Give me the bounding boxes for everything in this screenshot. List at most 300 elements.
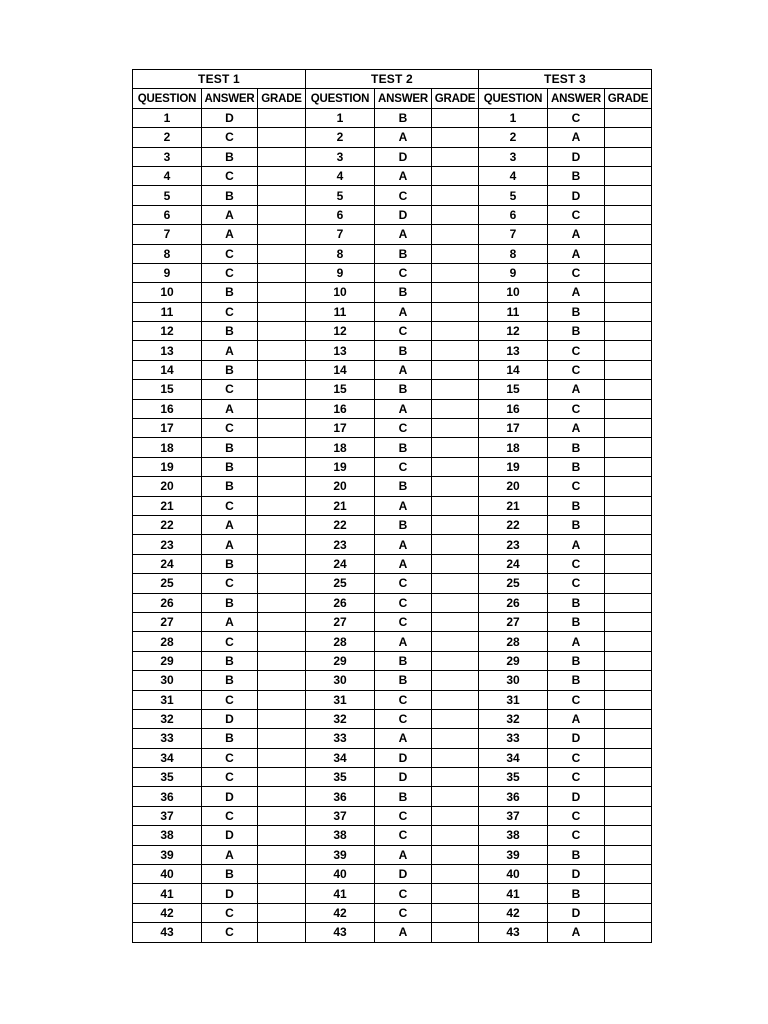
answer-cell: C bbox=[375, 457, 432, 476]
table-row bbox=[133, 554, 652, 573]
grade-cell[interactable] bbox=[432, 186, 479, 205]
answer-cell: C bbox=[202, 302, 258, 321]
answer-cell: B bbox=[548, 612, 605, 631]
grade-cell[interactable] bbox=[258, 903, 306, 922]
answer-cell: D bbox=[202, 108, 258, 127]
grade-cell[interactable] bbox=[432, 690, 479, 709]
answer-cell: C bbox=[375, 322, 432, 341]
grade-cell[interactable] bbox=[605, 302, 652, 321]
answer-cell: A bbox=[375, 845, 432, 864]
table-row bbox=[133, 709, 652, 728]
test-3-title: TEST 3 bbox=[479, 70, 652, 89]
question-number-cell: 5 bbox=[133, 186, 202, 205]
grade-cell[interactable] bbox=[605, 884, 652, 903]
grade-cell[interactable] bbox=[258, 244, 306, 263]
grade-cell[interactable] bbox=[432, 884, 479, 903]
grade-cell[interactable] bbox=[432, 360, 479, 379]
grade-cell[interactable] bbox=[432, 341, 479, 360]
question-number-cell: 16 bbox=[133, 399, 202, 418]
grade-cell[interactable] bbox=[432, 438, 479, 457]
question-number-cell: 24 bbox=[133, 554, 202, 573]
question-number-cell: 31 bbox=[479, 690, 548, 709]
table-row bbox=[133, 205, 652, 224]
table-row bbox=[133, 166, 652, 185]
table-row bbox=[133, 671, 652, 690]
grade-cell[interactable] bbox=[605, 283, 652, 302]
grade-cell[interactable] bbox=[258, 806, 306, 825]
grade-cell[interactable] bbox=[258, 108, 306, 127]
grade-cell[interactable] bbox=[258, 360, 306, 379]
question-number-cell: 37 bbox=[133, 806, 202, 825]
question-number-cell: 20 bbox=[306, 477, 375, 496]
grade-cell[interactable] bbox=[258, 341, 306, 360]
grade-cell[interactable] bbox=[258, 865, 306, 884]
grade-cell[interactable] bbox=[258, 535, 306, 554]
grade-cell[interactable] bbox=[605, 341, 652, 360]
table-row bbox=[133, 457, 652, 476]
answer-cell: B bbox=[375, 651, 432, 670]
question-number-cell: 35 bbox=[133, 768, 202, 787]
answer-cell: C bbox=[548, 108, 605, 127]
table-row bbox=[133, 845, 652, 864]
grade-cell[interactable] bbox=[432, 515, 479, 534]
grade-cell[interactable] bbox=[258, 322, 306, 341]
grade-cell[interactable] bbox=[258, 729, 306, 748]
answer-cell: A bbox=[202, 535, 258, 554]
answer-cell: B bbox=[375, 108, 432, 127]
answer-cell: A bbox=[548, 923, 605, 942]
grade-cell[interactable] bbox=[432, 671, 479, 690]
answer-cell: C bbox=[548, 360, 605, 379]
question-number-cell: 22 bbox=[133, 515, 202, 534]
grade-cell[interactable] bbox=[605, 768, 652, 787]
grade-cell[interactable] bbox=[605, 923, 652, 942]
question-number-cell: 7 bbox=[479, 225, 548, 244]
question-number-cell: 36 bbox=[306, 787, 375, 806]
question-number-cell: 15 bbox=[306, 380, 375, 399]
grade-cell[interactable] bbox=[605, 535, 652, 554]
grade-cell[interactable] bbox=[258, 166, 306, 185]
question-number-cell: 3 bbox=[133, 147, 202, 166]
question-number-cell: 10 bbox=[133, 283, 202, 302]
grade-cell[interactable] bbox=[258, 147, 306, 166]
question-number-cell: 24 bbox=[306, 554, 375, 573]
grade-cell[interactable] bbox=[258, 787, 306, 806]
table-row bbox=[133, 806, 652, 825]
grade-cell[interactable] bbox=[258, 302, 306, 321]
question-number-cell: 34 bbox=[306, 748, 375, 767]
grade-cell[interactable] bbox=[432, 729, 479, 748]
grade-cell[interactable] bbox=[258, 826, 306, 845]
grade-cell[interactable] bbox=[605, 671, 652, 690]
column-header-row bbox=[133, 89, 652, 108]
answer-cell: C bbox=[202, 768, 258, 787]
grade-cell[interactable] bbox=[258, 768, 306, 787]
grade-cell[interactable] bbox=[432, 806, 479, 825]
answer-cell: D bbox=[375, 865, 432, 884]
answer-cell: A bbox=[548, 632, 605, 651]
answer-cell: B bbox=[202, 322, 258, 341]
answer-cell: C bbox=[375, 263, 432, 282]
answer-cell: A bbox=[202, 205, 258, 224]
grade-cell[interactable] bbox=[605, 225, 652, 244]
answer-cell: C bbox=[375, 593, 432, 612]
question-number-cell: 41 bbox=[479, 884, 548, 903]
question-number-cell: 17 bbox=[133, 419, 202, 438]
grade-cell[interactable] bbox=[258, 496, 306, 515]
question-number-cell: 13 bbox=[479, 341, 548, 360]
grade-cell[interactable] bbox=[432, 593, 479, 612]
grade-cell[interactable] bbox=[258, 399, 306, 418]
answer-cell: C bbox=[202, 806, 258, 825]
question-number-cell: 37 bbox=[479, 806, 548, 825]
question-number-cell: 28 bbox=[479, 632, 548, 651]
answer-cell: C bbox=[548, 263, 605, 282]
grade-cell[interactable] bbox=[605, 709, 652, 728]
answer-cell: B bbox=[548, 845, 605, 864]
table-row bbox=[133, 535, 652, 554]
answer-cell: C bbox=[375, 690, 432, 709]
grade-cell[interactable] bbox=[605, 244, 652, 263]
grade-cell[interactable] bbox=[605, 147, 652, 166]
grade-cell[interactable] bbox=[258, 671, 306, 690]
grade-cell[interactable] bbox=[432, 166, 479, 185]
answer-cell: D bbox=[548, 186, 605, 205]
answer-cell: B bbox=[375, 787, 432, 806]
answer-cell: B bbox=[202, 457, 258, 476]
question-number-cell: 20 bbox=[479, 477, 548, 496]
answer-cell: C bbox=[202, 496, 258, 515]
grade-cell[interactable] bbox=[432, 768, 479, 787]
answer-cell: A bbox=[548, 283, 605, 302]
answer-cell: C bbox=[548, 554, 605, 573]
grade-cell[interactable] bbox=[605, 554, 652, 573]
table-row bbox=[133, 147, 652, 166]
answer-cell: A bbox=[548, 709, 605, 728]
answer-cell: B bbox=[548, 496, 605, 515]
grade-cell[interactable] bbox=[258, 884, 306, 903]
grade-cell[interactable] bbox=[605, 729, 652, 748]
table-row bbox=[133, 419, 652, 438]
grade-cell[interactable] bbox=[432, 612, 479, 631]
question-number-cell: 9 bbox=[479, 263, 548, 282]
question-number-cell: 41 bbox=[133, 884, 202, 903]
table-row bbox=[133, 612, 652, 631]
question-number-cell: 30 bbox=[306, 671, 375, 690]
question-number-cell: 23 bbox=[306, 535, 375, 554]
question-number-cell: 31 bbox=[133, 690, 202, 709]
grade-cell[interactable] bbox=[605, 399, 652, 418]
grade-cell[interactable] bbox=[258, 690, 306, 709]
grade-cell[interactable] bbox=[258, 554, 306, 573]
question-number-cell: 11 bbox=[306, 302, 375, 321]
answer-cell: A bbox=[375, 399, 432, 418]
grade-cell[interactable] bbox=[605, 574, 652, 593]
grade-cell[interactable] bbox=[432, 651, 479, 670]
question-number-cell: 38 bbox=[306, 826, 375, 845]
grade-cell[interactable] bbox=[432, 496, 479, 515]
answer-cell: A bbox=[375, 632, 432, 651]
grade-cell[interactable] bbox=[432, 380, 479, 399]
question-number-cell: 9 bbox=[133, 263, 202, 282]
grade-cell[interactable] bbox=[605, 128, 652, 147]
grade-cell[interactable] bbox=[258, 593, 306, 612]
grade-cell[interactable] bbox=[258, 225, 306, 244]
grade-cell[interactable] bbox=[258, 380, 306, 399]
grade-cell[interactable] bbox=[258, 574, 306, 593]
grade-cell[interactable] bbox=[605, 477, 652, 496]
table-row bbox=[133, 748, 652, 767]
grade-cell[interactable] bbox=[605, 787, 652, 806]
question-number-cell: 3 bbox=[479, 147, 548, 166]
answer-cell: A bbox=[375, 128, 432, 147]
grade-cell[interactable] bbox=[605, 360, 652, 379]
table-row bbox=[133, 729, 652, 748]
question-number-cell: 8 bbox=[306, 244, 375, 263]
grade-cell[interactable] bbox=[605, 263, 652, 282]
answer-cell: B bbox=[548, 671, 605, 690]
question-number-cell: 32 bbox=[306, 709, 375, 728]
grade-cell[interactable] bbox=[605, 186, 652, 205]
grade-cell[interactable] bbox=[258, 457, 306, 476]
answer-cell: A bbox=[375, 535, 432, 554]
grade-cell[interactable] bbox=[432, 574, 479, 593]
table-row bbox=[133, 341, 652, 360]
question-number-cell: 28 bbox=[306, 632, 375, 651]
question-number-cell: 27 bbox=[479, 612, 548, 631]
question-number-cell: 42 bbox=[306, 903, 375, 922]
grade-cell[interactable] bbox=[258, 709, 306, 728]
question-number-cell: 15 bbox=[133, 380, 202, 399]
answer-cell: B bbox=[202, 865, 258, 884]
grade-cell[interactable] bbox=[432, 845, 479, 864]
table-row bbox=[133, 768, 652, 787]
table-row bbox=[133, 477, 652, 496]
table-row bbox=[133, 632, 652, 651]
grade-cell[interactable] bbox=[432, 283, 479, 302]
grade-cell[interactable] bbox=[605, 166, 652, 185]
test-3-question-header: QUESTION bbox=[479, 89, 548, 108]
grade-cell[interactable] bbox=[605, 748, 652, 767]
grade-cell[interactable] bbox=[605, 419, 652, 438]
grade-cell[interactable] bbox=[258, 515, 306, 534]
grade-cell[interactable] bbox=[605, 322, 652, 341]
question-number-cell: 26 bbox=[133, 593, 202, 612]
question-number-cell: 17 bbox=[306, 419, 375, 438]
question-number-cell: 14 bbox=[133, 360, 202, 379]
grade-cell[interactable] bbox=[432, 419, 479, 438]
answer-cell: B bbox=[375, 380, 432, 399]
grade-cell[interactable] bbox=[432, 748, 479, 767]
answer-cell: C bbox=[202, 632, 258, 651]
grade-cell[interactable] bbox=[605, 903, 652, 922]
question-number-cell: 19 bbox=[133, 457, 202, 476]
answer-cell: D bbox=[202, 787, 258, 806]
question-number-cell: 17 bbox=[479, 419, 548, 438]
grade-cell[interactable] bbox=[432, 632, 479, 651]
question-number-cell: 4 bbox=[306, 166, 375, 185]
answer-cell: C bbox=[375, 826, 432, 845]
grade-cell[interactable] bbox=[258, 205, 306, 224]
grade-cell[interactable] bbox=[432, 128, 479, 147]
answer-cell: B bbox=[375, 671, 432, 690]
question-number-cell: 40 bbox=[479, 865, 548, 884]
answer-cell: A bbox=[202, 341, 258, 360]
question-number-cell: 7 bbox=[306, 225, 375, 244]
grade-cell[interactable] bbox=[432, 865, 479, 884]
grade-cell[interactable] bbox=[258, 632, 306, 651]
question-number-cell: 43 bbox=[479, 923, 548, 942]
grade-cell[interactable] bbox=[605, 438, 652, 457]
grade-cell[interactable] bbox=[258, 186, 306, 205]
question-number-cell: 39 bbox=[479, 845, 548, 864]
question-number-cell: 39 bbox=[306, 845, 375, 864]
answer-cell: B bbox=[548, 515, 605, 534]
table-row bbox=[133, 690, 652, 709]
grade-cell[interactable] bbox=[432, 787, 479, 806]
table-row bbox=[133, 225, 652, 244]
grade-cell[interactable] bbox=[605, 457, 652, 476]
answer-cell: A bbox=[548, 128, 605, 147]
question-number-cell: 40 bbox=[306, 865, 375, 884]
grade-cell[interactable] bbox=[258, 438, 306, 457]
grade-cell[interactable] bbox=[605, 515, 652, 534]
grade-cell[interactable] bbox=[258, 419, 306, 438]
grade-cell[interactable] bbox=[432, 826, 479, 845]
grade-cell[interactable] bbox=[432, 225, 479, 244]
question-number-cell: 29 bbox=[306, 651, 375, 670]
answer-key-table bbox=[132, 69, 652, 943]
grade-cell[interactable] bbox=[432, 263, 479, 282]
answer-cell: B bbox=[202, 554, 258, 573]
grade-cell[interactable] bbox=[605, 108, 652, 127]
grade-cell[interactable] bbox=[605, 380, 652, 399]
table-row bbox=[133, 128, 652, 147]
answer-cell: C bbox=[548, 399, 605, 418]
answer-cell: C bbox=[202, 419, 258, 438]
table-row bbox=[133, 380, 652, 399]
grade-cell[interactable] bbox=[432, 903, 479, 922]
grade-cell[interactable] bbox=[605, 593, 652, 612]
grade-cell[interactable] bbox=[432, 535, 479, 554]
answer-cell: A bbox=[375, 302, 432, 321]
grade-cell[interactable] bbox=[432, 147, 479, 166]
question-number-cell: 19 bbox=[479, 457, 548, 476]
question-number-cell: 30 bbox=[479, 671, 548, 690]
answer-cell: C bbox=[202, 923, 258, 942]
grade-cell[interactable] bbox=[432, 244, 479, 263]
answer-cell: D bbox=[548, 903, 605, 922]
grade-cell[interactable] bbox=[258, 845, 306, 864]
grade-cell[interactable] bbox=[605, 612, 652, 631]
grade-cell[interactable] bbox=[605, 632, 652, 651]
test-2-answer-header: ANSWER bbox=[375, 89, 432, 108]
grade-cell[interactable] bbox=[258, 651, 306, 670]
answer-cell: B bbox=[548, 593, 605, 612]
question-number-cell: 18 bbox=[306, 438, 375, 457]
grade-cell[interactable] bbox=[605, 205, 652, 224]
grade-cell[interactable] bbox=[432, 322, 479, 341]
grade-cell[interactable] bbox=[605, 865, 652, 884]
grade-cell[interactable] bbox=[605, 806, 652, 825]
grade-cell[interactable] bbox=[258, 477, 306, 496]
answer-cell: A bbox=[202, 515, 258, 534]
grade-cell[interactable] bbox=[258, 283, 306, 302]
question-number-cell: 11 bbox=[133, 302, 202, 321]
question-number-cell: 20 bbox=[133, 477, 202, 496]
answer-cell: B bbox=[548, 166, 605, 185]
question-number-cell: 21 bbox=[306, 496, 375, 515]
grade-cell[interactable] bbox=[605, 496, 652, 515]
question-number-cell: 6 bbox=[479, 205, 548, 224]
question-number-cell: 8 bbox=[479, 244, 548, 263]
grade-cell[interactable] bbox=[605, 690, 652, 709]
question-number-cell: 39 bbox=[133, 845, 202, 864]
grade-cell[interactable] bbox=[605, 651, 652, 670]
test-title-row bbox=[133, 70, 652, 89]
grade-cell[interactable] bbox=[258, 612, 306, 631]
answer-cell: C bbox=[202, 690, 258, 709]
answer-cell: B bbox=[548, 322, 605, 341]
question-number-cell: 4 bbox=[133, 166, 202, 185]
grade-cell[interactable] bbox=[432, 923, 479, 942]
answer-cell: A bbox=[375, 554, 432, 573]
answer-cell: B bbox=[548, 457, 605, 476]
question-number-cell: 2 bbox=[306, 128, 375, 147]
table-row bbox=[133, 399, 652, 418]
grade-cell[interactable] bbox=[258, 748, 306, 767]
answer-cell: D bbox=[375, 147, 432, 166]
answer-cell: B bbox=[548, 651, 605, 670]
answer-cell: A bbox=[375, 496, 432, 515]
answer-cell: B bbox=[202, 186, 258, 205]
answer-cell: B bbox=[202, 360, 258, 379]
grade-cell[interactable] bbox=[432, 709, 479, 728]
table-row bbox=[133, 515, 652, 534]
question-number-cell: 42 bbox=[133, 903, 202, 922]
grade-cell[interactable] bbox=[432, 554, 479, 573]
answer-cell: B bbox=[548, 438, 605, 457]
grade-cell[interactable] bbox=[432, 457, 479, 476]
grade-cell[interactable] bbox=[432, 205, 479, 224]
grade-cell[interactable] bbox=[605, 826, 652, 845]
answer-cell: D bbox=[548, 147, 605, 166]
grade-cell[interactable] bbox=[432, 399, 479, 418]
question-number-cell: 34 bbox=[479, 748, 548, 767]
question-number-cell: 11 bbox=[479, 302, 548, 321]
grade-cell[interactable] bbox=[432, 477, 479, 496]
question-number-cell: 10 bbox=[306, 283, 375, 302]
question-number-cell: 29 bbox=[479, 651, 548, 670]
answer-cell: C bbox=[202, 244, 258, 263]
question-number-cell: 27 bbox=[133, 612, 202, 631]
grade-cell[interactable] bbox=[258, 923, 306, 942]
answer-cell: D bbox=[548, 865, 605, 884]
grade-cell[interactable] bbox=[258, 263, 306, 282]
table-row bbox=[133, 360, 652, 379]
question-number-cell: 15 bbox=[479, 380, 548, 399]
test-1-answer-header: ANSWER bbox=[202, 89, 258, 108]
table-row bbox=[133, 787, 652, 806]
question-number-cell: 32 bbox=[479, 709, 548, 728]
grade-cell[interactable] bbox=[605, 845, 652, 864]
grade-cell[interactable] bbox=[432, 302, 479, 321]
answer-cell: C bbox=[375, 884, 432, 903]
question-number-cell: 32 bbox=[133, 709, 202, 728]
grade-cell[interactable] bbox=[258, 128, 306, 147]
question-number-cell: 7 bbox=[133, 225, 202, 244]
grade-cell[interactable] bbox=[432, 108, 479, 127]
